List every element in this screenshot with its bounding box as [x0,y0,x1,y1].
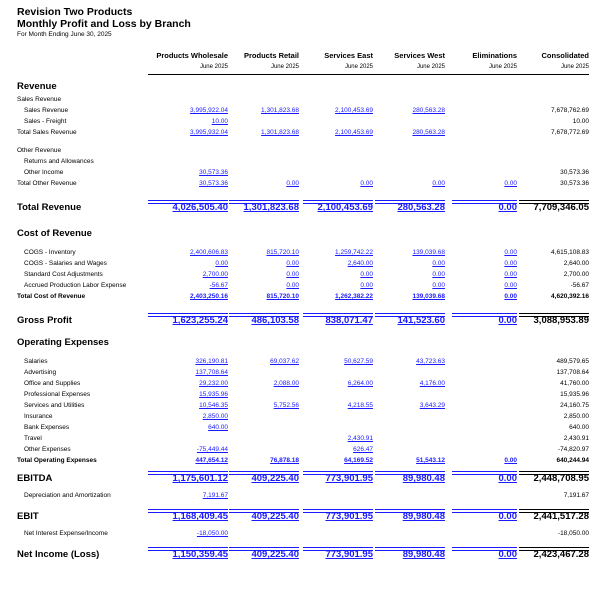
branch-value-link[interactable]: 2,640.00 [347,260,373,267]
branch-value-link[interactable]: 2,700.00 [202,271,228,278]
consolidated-value: 41,760.00 [560,380,589,387]
consolidated-value: 2,700.00 [563,271,589,278]
total-rule [519,471,589,475]
branch-value-link[interactable]: 137,708.64 [195,369,228,376]
branch-value-link[interactable]: -18,050.00 [196,530,228,537]
branch-value-link[interactable]: 4,026,505.40 [172,202,228,213]
branch-value-link[interactable]: 626.47 [353,446,373,453]
consolidated-value: 4,615,108.83 [551,249,589,256]
branch-value-link[interactable]: 326,190.81 [195,358,228,365]
branch-value-link[interactable]: 10,546.35 [199,402,228,409]
branch-value-link[interactable]: 0.00 [504,293,517,300]
consolidated-value: 7,678,772.69 [551,129,589,136]
branch-value-link[interactable]: 139,039.68 [412,249,445,256]
branch-value-link[interactable]: 280,563.28 [412,107,445,114]
row-label: Total Operating Expenses [17,457,97,464]
row-label: Other Income [24,169,64,176]
row-label: Gross Profit [17,315,72,326]
branch-value-link[interactable]: 815,720.10 [266,249,299,256]
branch-value-link[interactable]: 10.00 [211,118,228,125]
report-period: For Month Ending June 30, 2025 [17,31,112,38]
total-rule [303,547,373,551]
branch-value-link[interactable]: 0.00 [504,282,517,289]
consolidated-value: 2,448,708.95 [533,473,589,484]
row-label: EBIT [17,511,39,522]
row-label: Accrued Production Labor Expense [24,282,127,289]
row-label: Sales Revenue [17,96,62,103]
total-rule [519,547,589,551]
consolidated-value: 640,244.94 [556,457,589,464]
row-label: Other Revenue [17,147,62,154]
total-rule [375,547,445,551]
branch-value-link[interactable]: 50,627.59 [344,358,373,365]
branch-value-link[interactable]: 409,225.40 [251,511,299,522]
branch-value-link[interactable]: 0.00 [498,202,517,213]
branch-value-link[interactable]: 1,175,601.12 [172,473,228,484]
branch-value-link[interactable]: 139,039.68 [412,293,445,300]
consolidated-value: 2,430.91 [563,435,589,442]
consolidated-value: 2,423,467.28 [533,549,589,560]
branch-value-link[interactable]: 0.00 [498,549,517,560]
column-subheader: June 2025 [416,64,445,70]
total-rule [229,471,299,475]
branch-value-link[interactable]: 447,654.12 [195,457,228,464]
row-label: Services and Utilities [24,402,85,409]
total-rule [375,471,445,475]
branch-value-link[interactable]: 5,752.56 [273,402,299,409]
branch-value-link[interactable]: 0.00 [432,271,445,278]
row-label: Sales - Freight [24,118,67,125]
branch-value-link[interactable]: 0.00 [504,457,517,464]
branch-value-link[interactable]: 64,169.52 [344,457,373,464]
total-rule [375,509,445,513]
branch-value-link[interactable]: 773,901.95 [325,473,373,484]
consolidated-value: 30,573.36 [560,169,589,176]
branch-value-link[interactable]: 89,980.48 [402,549,445,560]
branch-value-link[interactable]: 2,430.91 [347,435,373,442]
branch-value-link[interactable]: 1,168,409.45 [172,511,228,522]
branch-value-link[interactable]: 0.00 [432,282,445,289]
branch-value-link[interactable]: 30,573.36 [199,180,228,187]
column-header: Eliminations [472,51,517,60]
row-label: Salaries [24,358,48,365]
total-rule [229,547,299,551]
total-rule [303,200,373,204]
branch-value-link[interactable]: 3,995,932.04 [190,129,228,136]
row-label: EBITDA [17,473,53,484]
row-label: Bank Expenses [24,424,70,431]
total-rule [148,471,228,475]
branch-value-link[interactable]: 1,301,823.68 [261,107,299,114]
branch-value-link[interactable]: 2,088.00 [273,380,299,387]
total-rule [452,313,517,317]
branch-value-link[interactable]: 3,995,922.04 [190,107,228,114]
branch-value-link[interactable]: 0.00 [432,180,445,187]
branch-value-link[interactable]: 76,878.18 [270,457,299,464]
total-rule [229,313,299,317]
branch-value-link[interactable]: 1,301,823.68 [243,202,299,213]
section-heading: Revenue [17,81,57,92]
branch-value-link[interactable]: 4,218.55 [347,402,373,409]
branch-value-link[interactable]: 838,071.47 [325,315,373,326]
consolidated-value: 489,579.65 [556,358,589,365]
branch-value-link[interactable]: 0.00 [504,180,517,187]
row-label: Net Interest Expense/Income [24,530,108,537]
total-rule [229,200,299,204]
consolidated-value: 2,640.00 [563,260,589,267]
branch-value-link[interactable]: 2,400,606.83 [190,249,228,256]
row-label: Net Income (Loss) [17,549,100,560]
branch-value-link[interactable]: 141,523.60 [397,315,445,326]
total-rule [148,313,228,317]
row-label: Sales Revenue [24,107,69,114]
column-header: Services East [324,51,373,60]
column-subheader: June 2025 [488,64,517,70]
branch-value-link[interactable]: 773,901.95 [325,511,373,522]
branch-value-link[interactable]: 773,901.95 [325,549,373,560]
branch-value-link[interactable]: 6,264.00 [347,380,373,387]
row-label: Total Cost of Revenue [17,293,86,300]
total-rule [375,313,445,317]
section-heading: Cost of Revenue [17,228,92,239]
total-rule [452,471,517,475]
branch-value-link[interactable]: 0.00 [498,315,517,326]
branch-value-link[interactable]: 1,259,742.22 [335,249,373,256]
report-subtitle: Monthly Profit and Loss by Branch [17,18,191,30]
branch-value-link[interactable]: 0.00 [432,260,445,267]
branch-value-link[interactable]: 0.00 [504,271,517,278]
branch-value-link[interactable]: 0.00 [215,260,228,267]
column-subheader: June 2025 [344,64,373,70]
row-label: COGS - Salaries and Wages [24,260,107,267]
branch-value-link[interactable]: 0.00 [286,282,299,289]
branch-value-link[interactable]: 89,980.48 [402,473,445,484]
consolidated-value: 24,160.75 [560,402,589,409]
consolidated-value: 137,708.64 [556,369,589,376]
consolidated-value: 4,620,392.16 [551,293,589,300]
total-rule [303,471,373,475]
branch-value-link[interactable]: 1,262,382.22 [335,293,373,300]
branch-value-link[interactable]: 486,103.58 [251,315,299,326]
total-rule [452,509,517,513]
consolidated-value: -74,820.97 [557,446,589,453]
branch-value-link[interactable]: 0.00 [360,180,373,187]
branch-value-link[interactable]: 15,935.96 [199,391,228,398]
consolidated-value: 2,441,517.28 [533,511,589,522]
branch-value-link[interactable]: 89,980.48 [402,511,445,522]
branch-value-link[interactable]: 3,643.29 [419,402,445,409]
total-rule [519,200,589,204]
consolidated-value: 7,709,346.05 [533,202,589,213]
branch-value-link[interactable]: 409,225.40 [251,473,299,484]
branch-value-link[interactable]: 1,623,255.24 [172,315,228,326]
column-subheader: June 2025 [560,64,589,70]
branch-value-link[interactable]: 29,232.00 [199,380,228,387]
branch-value-link[interactable]: 0.00 [286,180,299,187]
branch-value-link[interactable]: 2,850.00 [202,413,228,420]
section-heading: Operating Expenses [17,337,109,348]
branch-value-link[interactable]: 0.00 [286,260,299,267]
branch-value-link[interactable]: 51,543.12 [416,457,445,464]
total-rule [303,509,373,513]
total-rule [519,313,589,317]
column-subheader: June 2025 [199,64,228,70]
total-rule [148,509,228,513]
branch-value-link[interactable]: 0.00 [360,271,373,278]
row-label: Insurance [24,413,53,420]
branch-value-link[interactable]: 280,563.28 [412,129,445,136]
branch-value-link[interactable]: 2,100,453.69 [317,202,373,213]
consolidated-value: 15,935.96 [560,391,589,398]
total-rule [148,200,228,204]
column-subheader: June 2025 [270,64,299,70]
row-label: Other Expenses [24,446,71,453]
row-label: Total Other Revenue [17,180,77,187]
branch-value-link[interactable]: 43,723.63 [416,358,445,365]
total-rule [229,509,299,513]
branch-value-link[interactable]: 280,563.28 [397,202,445,213]
consolidated-value: 7,678,762.69 [551,107,589,114]
total-rule [375,200,445,204]
branch-value-link[interactable]: 7,191.67 [202,492,228,499]
row-label: Returns and Allowances [24,158,94,165]
column-header: Consolidated [541,51,589,60]
row-label: Office and Supplies [24,380,81,387]
report-title: Revision Two Products [17,6,133,18]
branch-value-link[interactable]: 0.00 [360,282,373,289]
branch-value-link[interactable]: 69,037.62 [270,358,299,365]
row-label: Total Sales Revenue [17,129,77,136]
column-header: Services West [394,51,445,60]
consolidated-value: 3,088,953.89 [533,315,589,326]
total-rule [519,509,589,513]
branch-value-link[interactable]: 0.00 [498,473,517,484]
total-rule [452,547,517,551]
total-rule [452,200,517,204]
row-label: Professional Expenses [24,391,91,398]
consolidated-value: 30,573.36 [560,180,589,187]
row-label: Depreciation and Amortization [24,492,111,499]
total-rule [303,313,373,317]
branch-value-link[interactable]: 0.00 [504,249,517,256]
branch-value-link[interactable]: 0.00 [498,511,517,522]
branch-value-link[interactable]: 2,100,453.69 [335,129,373,136]
branch-value-link[interactable]: 815,720.10 [266,293,299,300]
branch-value-link[interactable]: 2,403,250.16 [190,293,228,300]
consolidated-value: 10.00 [572,118,589,125]
branch-value-link[interactable]: 2,100,453.69 [335,107,373,114]
row-label: Advertising [24,369,57,376]
row-label: Total Revenue [17,202,82,213]
row-label: Travel [24,435,42,442]
total-rule [148,547,228,551]
consolidated-value: 640.00 [569,424,589,431]
branch-value-link[interactable]: 30,573.36 [199,169,228,176]
row-label: Standard Cost Adjustments [24,271,103,278]
branch-value-link[interactable]: -75,449.44 [196,446,228,453]
branch-value-link[interactable]: 640.00 [208,424,228,431]
column-header: Products Wholesale [156,51,228,60]
branch-value-link[interactable]: 1,301,823.68 [261,129,299,136]
branch-value-link[interactable]: 409,225.40 [251,549,299,560]
column-header: Products Retail [243,51,299,60]
consolidated-value: -56.67 [570,282,589,289]
consolidated-value: 2,850.00 [563,413,589,420]
consolidated-value: -18,050.00 [557,530,589,537]
row-label: COGS - Inventory [24,249,76,256]
branch-value-link[interactable]: 4,176.00 [419,380,445,387]
branch-value-link[interactable]: -56.67 [209,282,228,289]
branch-value-link[interactable]: 0.00 [286,271,299,278]
branch-value-link[interactable]: 0.00 [504,260,517,267]
branch-value-link[interactable]: 1,150,359.45 [172,549,228,560]
consolidated-value: 7,191.67 [563,492,589,499]
